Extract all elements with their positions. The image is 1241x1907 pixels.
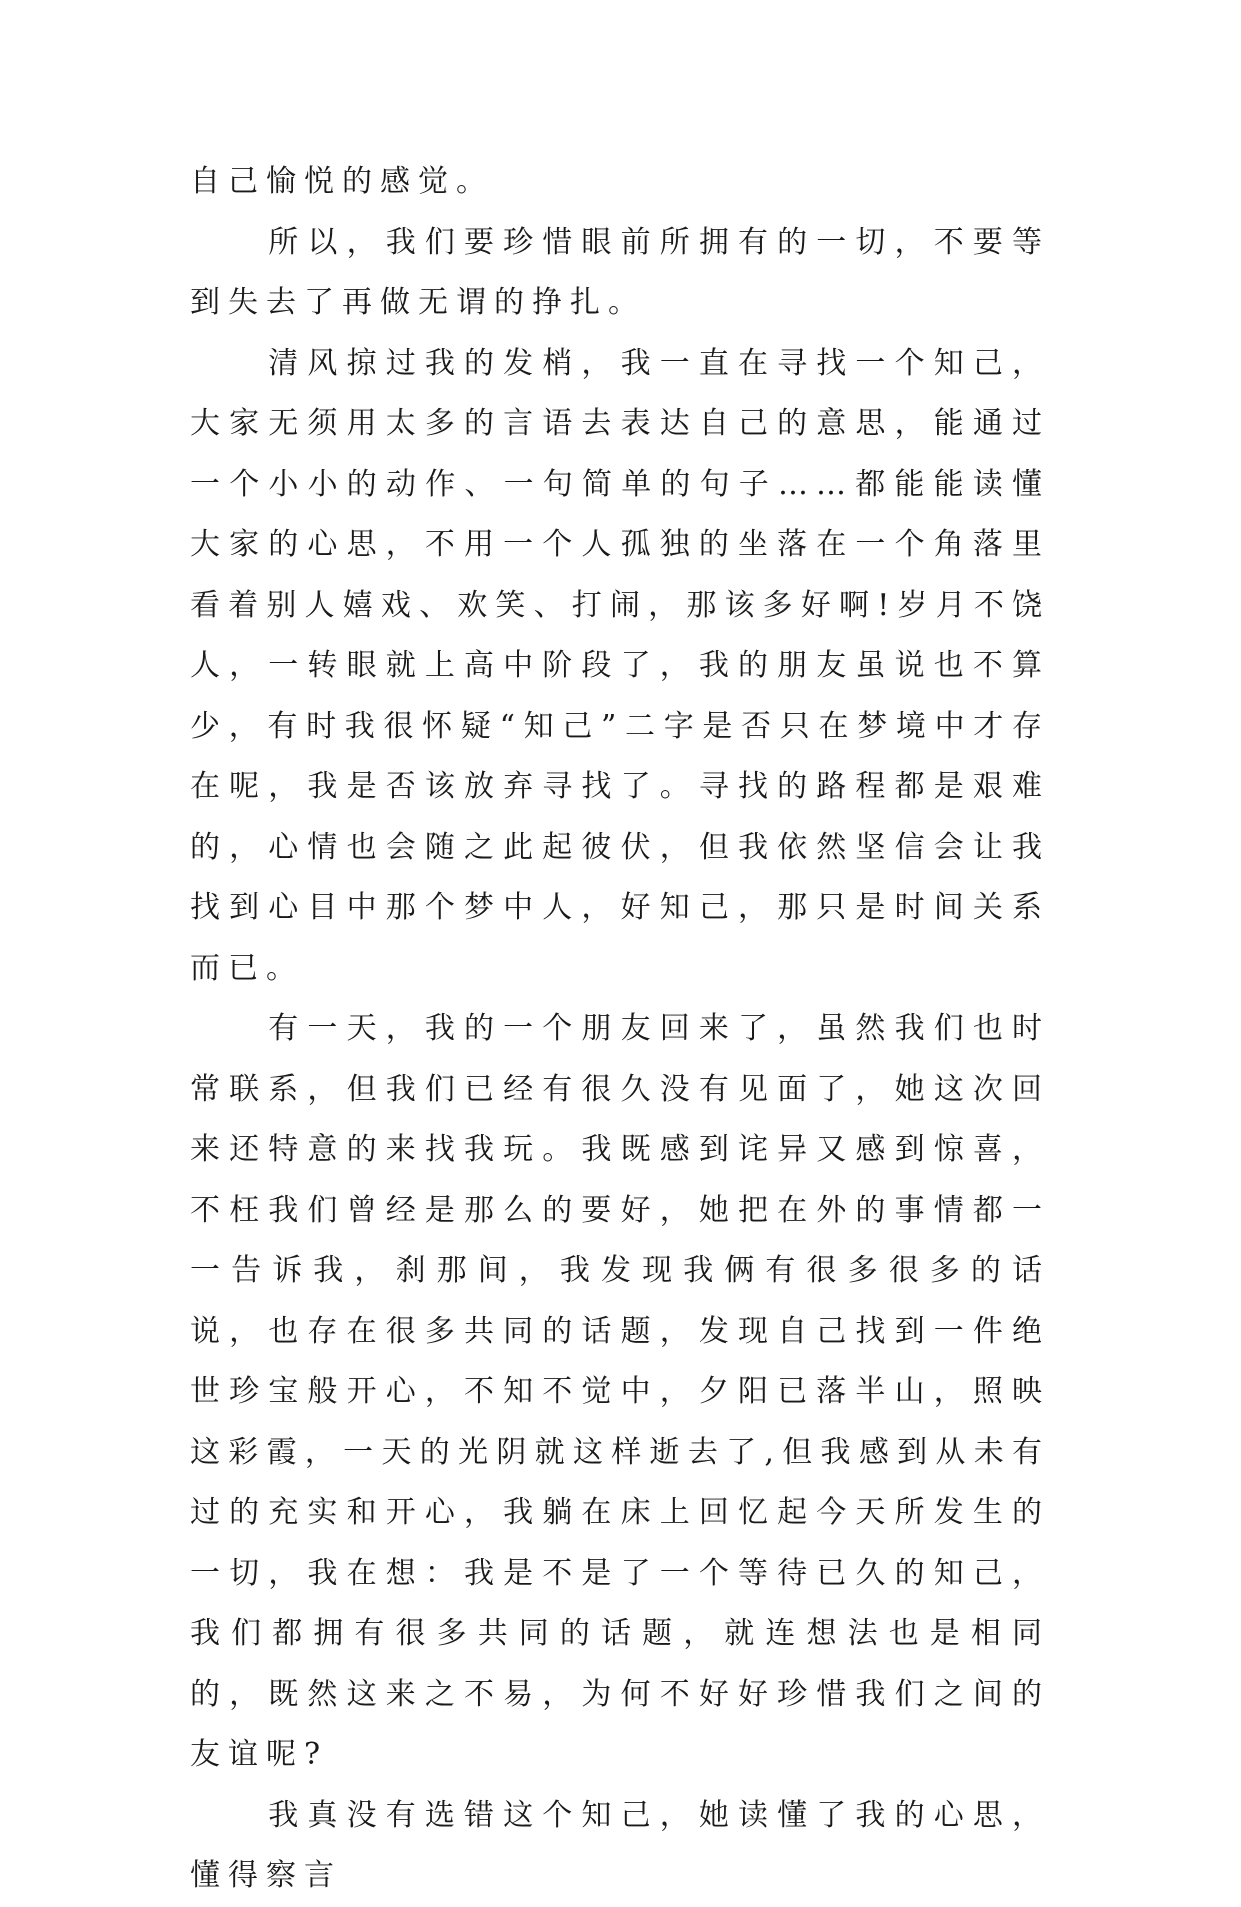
document-body: [190, 152, 1050, 1907]
paragraph-5: 我真没有选错这个知己，她读懂了我的心思，懂得察言: [190, 1797, 1050, 1893]
paragraph-2: 所以，我们要珍惜眼前所拥有的一切，不要等到失去了再做无谓的挣扎。: [190, 224, 1050, 320]
paragraph-4: 有一天，我的一个朋友回来了，虽然我们也时常联系，但我们已经有很久没有见面了，她这次回来还特意的来找我玩。我既感到诧异又感到惊喜，不枉我们曾经是那么的要好，她把在外的事情都一一告诉我，刹那间，我发现我俩有很多很多的话说，也存在很多共同的话题，发现自己找到一件绝世珍宝般开心，不知不觉中，夕阳已落半山，照映这彩霞，一天的光阴就这样逝去了,但我感到从未有过的充实和开心，我躺在床上回忆起今天所发生的一切，我在想：我是不是了一个等待已久的知己，我们都拥有很多共同的话题，就连想法也是相同的，既然这来之不易，为何不好好珍惜我们之间的友谊呢?: [190, 1011, 1050, 1772]
paragraph-1: 自己愉悦的感觉。: [190, 164, 494, 199]
paragraph-3: 清风掠过我的发梢，我一直在寻找一个知己，大家无须用太多的言语去表达自己的意思，能通过一个小小的动作、一句简单的句子……都能能读懂大家的心思，不用一个人孤独的坐落在一个角落里看着别人嬉戏、欢笑、打闹，那该多好啊!岁月不饶人，一转眼就上高中阶段了，我的朋友虽说也不算少，有时我很怀疑“知己”二字是否只在梦境中才存在呢，我是否该放弃寻找了。寻找的路程都是艰难的，心情也会随之此起彼伏，但我依然坚信会让我找到心目中那个梦中人，好知己，那只是时间关系而已。: [190, 345, 1050, 986]
